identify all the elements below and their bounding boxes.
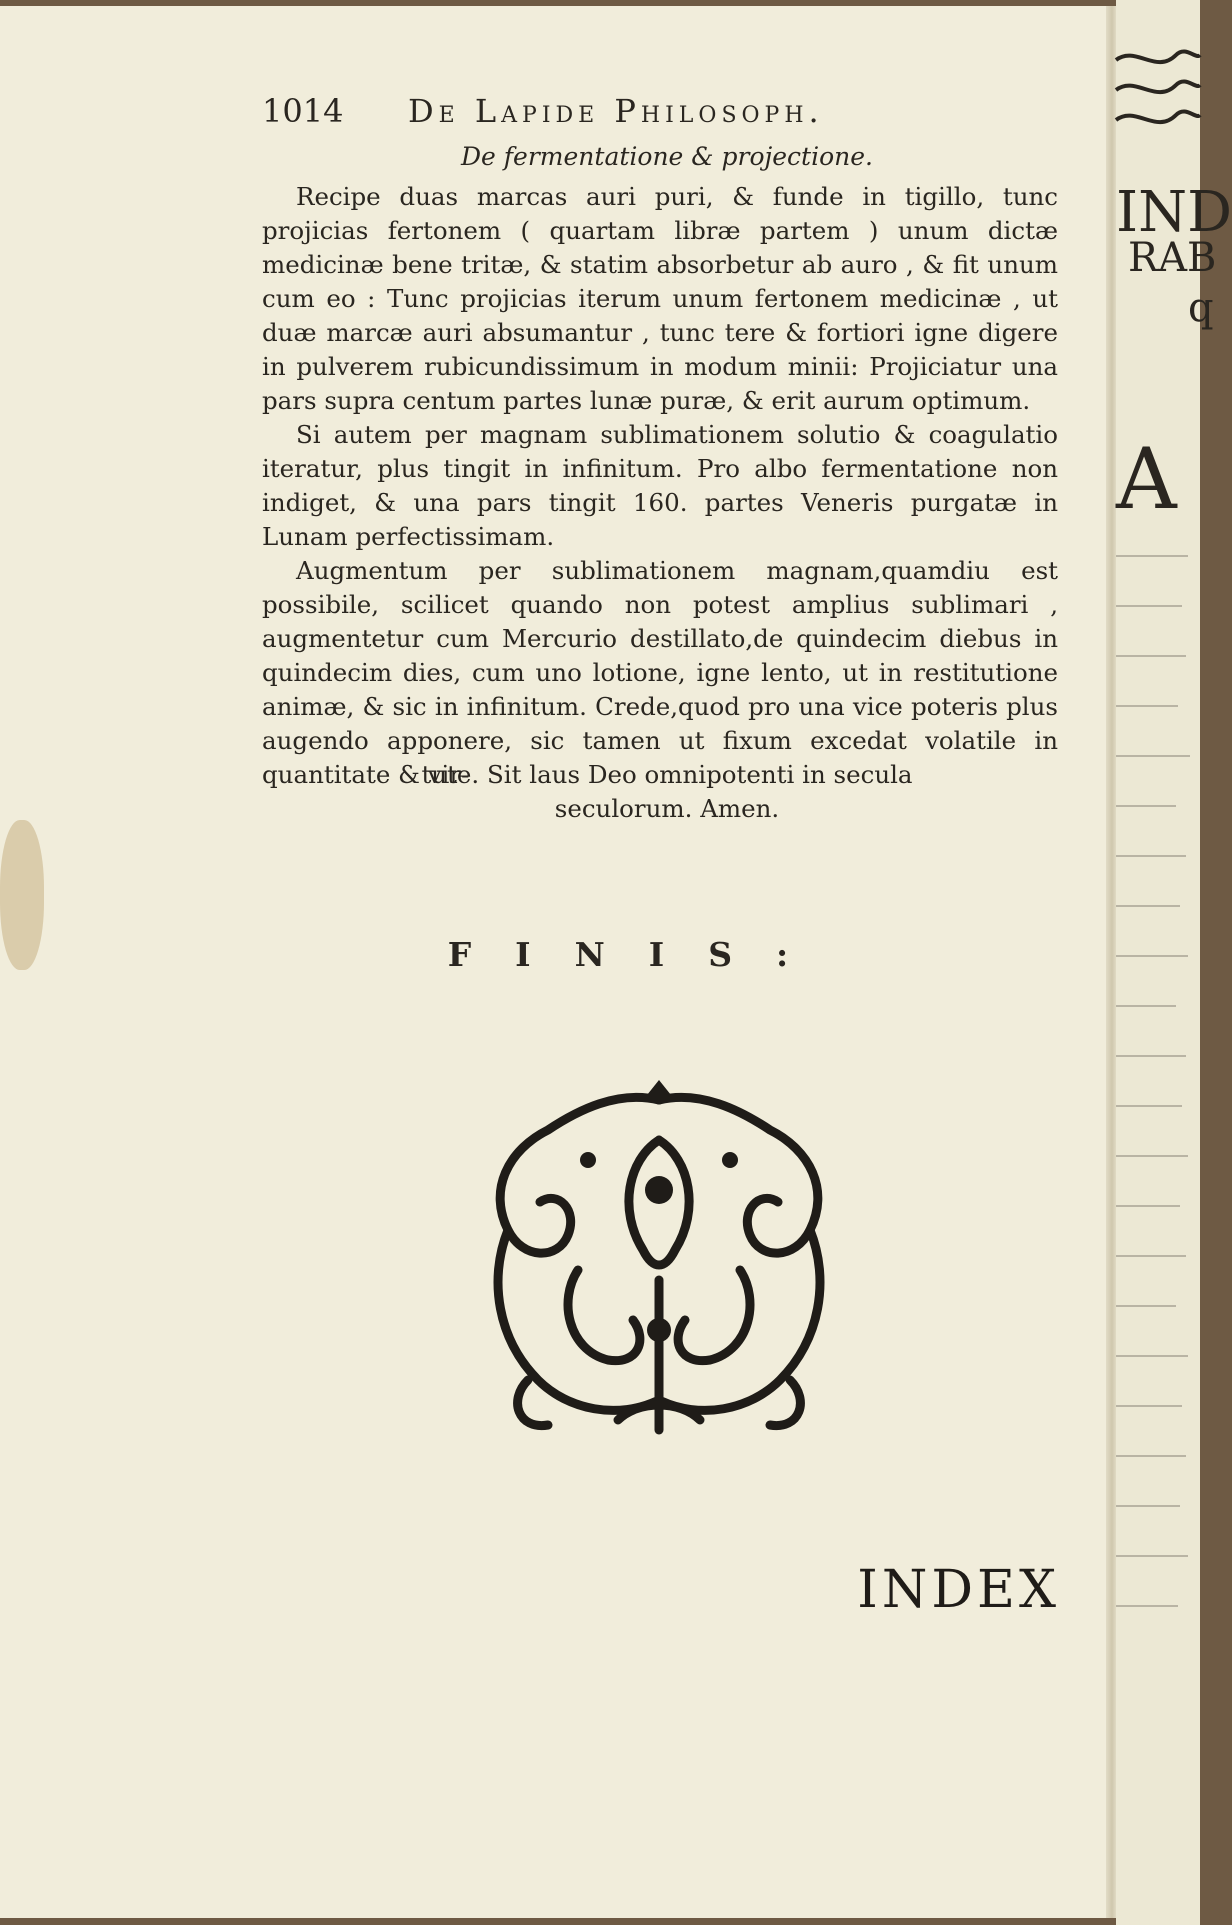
- running-head: [262, 92, 1072, 132]
- next-page-text-line: [1116, 755, 1190, 757]
- next-page-text-line: [1116, 905, 1180, 907]
- next-page-text-line: [1116, 655, 1186, 657]
- next-page-text-line: [1116, 1205, 1180, 1207]
- paragraph: Recipe duas marcas auri puri, & funde in tigillo, tunc projicias fertonem ( quartam libræ partem ) unum dictæ medicinæ bene tritæ, & statim absorbetur ab auro , & fit unum cum eo : Tunc projicias iterum unum fertonem medicinæ , ut duæ marcæ auri absumantur , tunc tere & fortiori igne digere in pulverem rubicundissimum in modum minii: Projiciatur una pars supra centum partes lunæ puræ, & erit aurum optimum.: [262, 182, 1058, 415]
- next-page-text-line: [1116, 1005, 1176, 1007]
- next-page-text-line: [1116, 705, 1178, 707]
- next-page-text-line: [1116, 805, 1176, 807]
- next-page-subtitle: RAB: [1128, 235, 1217, 281]
- main-text: [262, 180, 1058, 792]
- closing-line: seculorum. Amen.: [554, 794, 780, 823]
- next-page-text-line: [1116, 1355, 1188, 1357]
- next-page-subtitle-2: q: [1188, 285, 1214, 331]
- next-page-text-line: [1116, 1055, 1186, 1057]
- finis-heading: FINIS:: [447, 935, 833, 974]
- decorative-border-icon: [1116, 40, 1200, 150]
- next-page-text-line: [1116, 555, 1188, 557]
- adjacent-page: [1116, 0, 1232, 1925]
- next-page-text-line: [1116, 605, 1182, 607]
- page-number: 1014: [262, 92, 344, 130]
- next-page-text-line: [1116, 1605, 1178, 1607]
- printers-ornament-icon: [468, 1080, 850, 1442]
- closing-text: [262, 758, 1072, 826]
- next-page-text-line: [1116, 1255, 1186, 1257]
- next-page-title: IND: [1116, 180, 1232, 245]
- next-page-text-line: [1116, 1505, 1180, 1507]
- running-title: De Lapide Philosoph.: [408, 92, 824, 130]
- next-page-text-line: [1116, 1455, 1186, 1457]
- catchword: INDEX: [857, 1560, 1060, 1620]
- next-page-text-line: [1116, 955, 1188, 957]
- next-page-drop-cap: A: [1116, 430, 1177, 528]
- paragraph: Augmentum per sublimationem magnam,quamdiu est possibile, scilicet quando non potest amplius sublimari , augmentetur cum Mercurio destillato,de quindecim diebus in quindecim dies, cum uno lotione, igne lento, ut in restitutione animæ, & sic in infinitum. Crede,quod pro una vice poteris plus augendo apponere, sic tamen ut fixum excedat volatile in quantitate & vir-: [262, 556, 1058, 789]
- next-page-text-line: [1116, 1555, 1188, 1557]
- paper-stain: [0, 820, 44, 970]
- paragraph: Si autem per magnam sublimationem solutio & coagulatio iteratur, plus tingit in infinitum. Pro albo fermentatione non indiget, & una pars tingit 160. partes Veneris purgatæ in Lunam perfectissimam.: [262, 420, 1058, 551]
- next-page-text-line: [1116, 1105, 1182, 1107]
- next-page-text-line: [1116, 855, 1186, 857]
- section-subtitle: De fermentatione & projectione.: [461, 142, 873, 171]
- next-page-text-line: [1116, 1405, 1182, 1407]
- next-page-text-line: [1116, 1155, 1188, 1157]
- closing-line: tute. Sit laus Deo omnipotenti in secula: [421, 760, 913, 789]
- next-page-text-line: [1116, 1305, 1176, 1307]
